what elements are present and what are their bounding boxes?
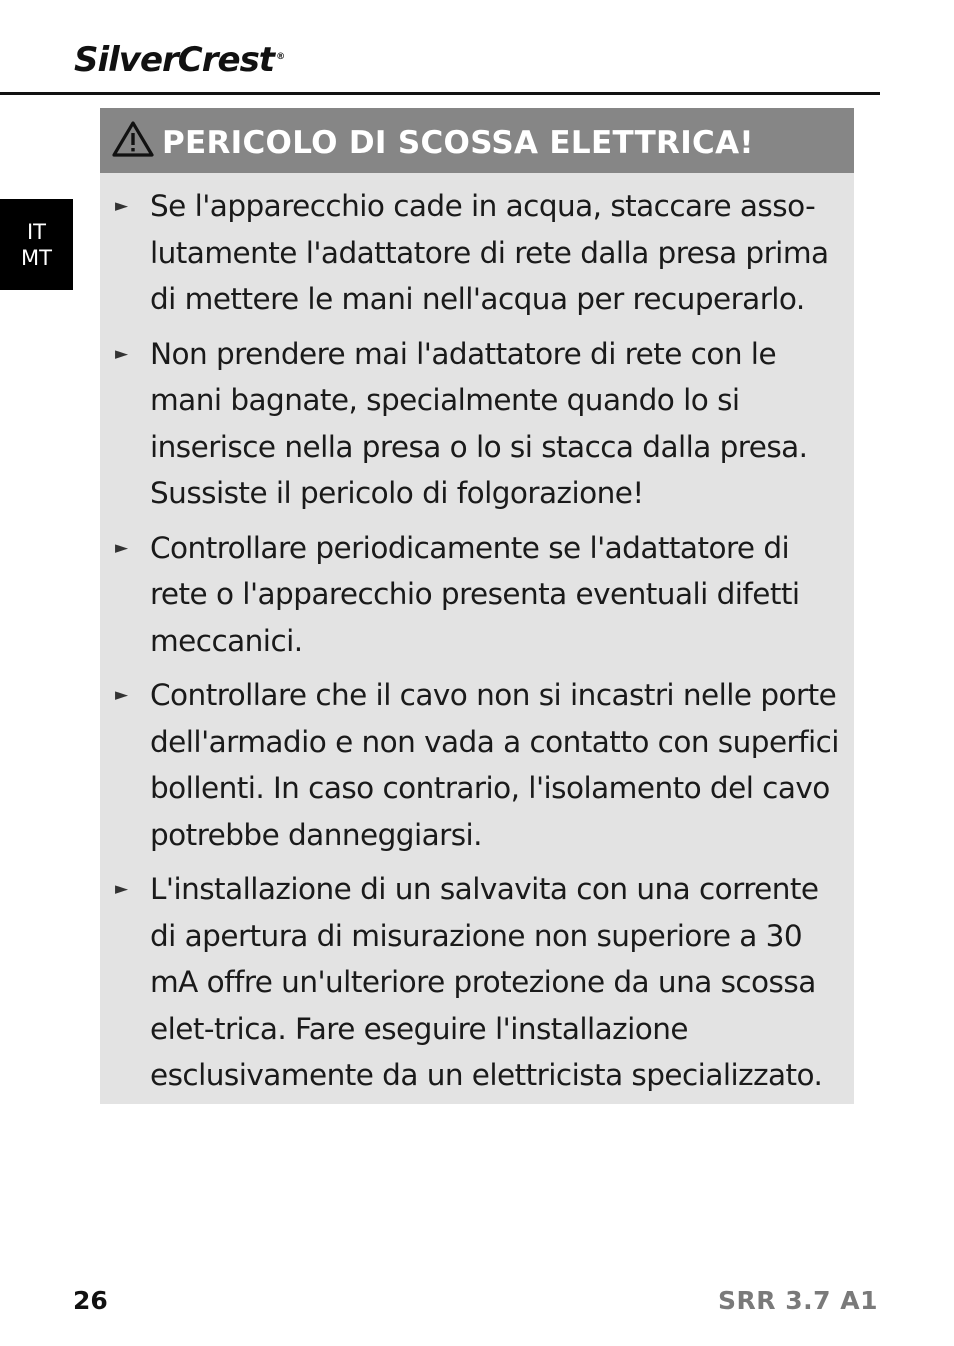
arrow-right-bullet-icon: ► <box>115 537 128 558</box>
list-item-text: L'installazione di un salvavita con una corrente di apertura di misurazione non superiore a 30 mA offre un'ulteriore protezione da una scossa elet-trica. Fare eseguire l'installazione esclusivamente da un elettricista specializzato. <box>150 872 823 1092</box>
list-item-text: Se l'apparecchio cade in acqua, staccare asso-lutamente l'adattatore di rete dalla presa prima di mettere le mani nell'acqua per recuperarlo. <box>150 189 829 316</box>
registered-mark: ® <box>276 51 285 62</box>
page-number: 26 <box>73 1286 108 1315</box>
arrow-right-bullet-icon: ► <box>115 196 128 216</box>
list-item-text: Controllare che il cavo non si incastri nelle porte dell'armadio e non vada a contatto con superfici bollenti. In caso contrario, l'isolamento del cavo potrebbe danneggiarsi. <box>150 678 839 852</box>
list-item <box>100 672 854 858</box>
model-number: SRR 3.7 A1 <box>718 1286 878 1315</box>
warning-box <box>100 108 854 1104</box>
list-item-text: Controllare periodicamente se l'adattatore di rete o l'apparecchio presenta eventuali difetti meccanici. <box>150 530 800 658</box>
header-rule <box>0 92 880 95</box>
language-code-mt: MT <box>21 245 52 270</box>
language-tab <box>0 199 73 290</box>
warning-list <box>100 173 854 1099</box>
list-item-text: Non prendere mai l'adattatore di rete con le mani bagnate, specialmente quando lo si inserisce nella presa o lo si stacca dalla presa. Sussiste il pericolo di folgorazione! <box>150 336 808 510</box>
arrow-right-bullet-icon: ► <box>115 879 128 899</box>
arrow-right-bullet-icon: ► <box>115 685 128 705</box>
brand-logo <box>74 40 284 80</box>
language-code-it: IT <box>26 219 47 244</box>
warning-triangle-icon <box>112 121 154 157</box>
brand-name: SilverCrest <box>74 40 275 80</box>
list-item <box>100 331 854 517</box>
list-item <box>100 525 854 665</box>
list-item <box>100 866 854 1099</box>
list-item <box>100 183 854 323</box>
warning-title: PERICOLO DI SCOSSA ELETTRICA! <box>162 124 754 161</box>
arrow-right-bullet-icon: ► <box>115 343 128 364</box>
warning-header <box>100 108 854 173</box>
